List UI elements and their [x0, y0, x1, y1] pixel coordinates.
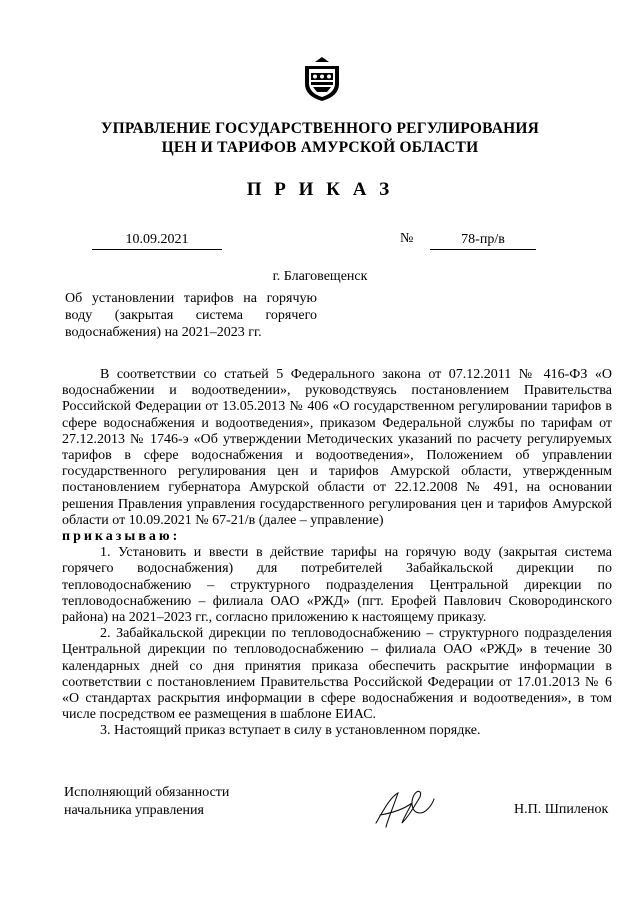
order-item-1: 1. Установить и ввести в действие тарифы на горячую воду (закрытая система горячего водоснабжения) для потребителей Забайкальской дирекции по тепловодоснабжению – структурного подразделения Центральной дирекции по тепловодоснабжению – филиала ОАО «РЖД» (пгт. Ерофей Павлович Сковородинского района) на 2021–2023 гг., согласно приложению к настоящему приказу. [62, 545, 612, 626]
order-item-3: 3. Настоящий приказ вступает в силу в установленном порядке. [100, 723, 481, 739]
coat-of-arms-emblem [301, 56, 343, 102]
signatory-position-line1: Исполняющий обязанности [64, 785, 230, 800]
preamble-paragraph: В соответствии со статьей 5 Федерального закона от 07.12.2011 № 416-ФЗ «О водоснабжении и водоотведении», руководствуясь постановлением Правительства Российской Федерации от 13.05.2013 № 406 «О государственном регулировании тарифов в сфере водоснабжения и водоотведения», приказом Федеральной службы по тарифам от 27.12.2013 № 1746-э «Об утверждении Методических указаний по расчету регулируемых тарифов в сфере водоснабжения и водоотведения», Положением об управлении государственного регулирования цен и тарифов Амурской области, утвержденным постановлением губернатора Амурской области от 22.12.2008 № 491, на основании решения Правления управления государственного регулирования цен и тарифов Амурской области от 10.09.2021 № 67-21/в (далее – управление) [62, 367, 612, 528]
document-type-title: П Р И К А З [246, 179, 394, 200]
order-subject: Об установлении тарифов на горячую воду (закрытая система горячего водоснабжения) на 2021–2023 гг. [65, 291, 317, 340]
orders-word: приказываю: [62, 529, 181, 545]
order-body [62, 367, 612, 740]
orders-heading [62, 529, 612, 545]
agency-name-line2: ЦЕН И ТАРИФОВ АМУРСКОЙ ОБЛАСТИ [161, 139, 479, 156]
signatory-position [64, 784, 229, 820]
signatory-name: Н.П. Шпиленок [514, 802, 609, 817]
order-item-2: 2. Забайкальской дирекции по тепловодоснабжению – структурного подразделения Центральной дирекции по тепловодоснабжению – филиала ОАО «РЖД» в течение 30 календарных дней со дня принятия приказа обеспечить раскрытие информации в соответствии с постановлением Правительства Российской Федерации от 17.01.2013 № 6 «О стандартах раскрытия информации в сфере водоснабжения и водоотведения», в том числе посредством ее размещения в шаблоне ЕИАС. [62, 626, 612, 723]
city-name: г. Благовещенск [272, 269, 368, 284]
number-sign: № [400, 231, 414, 246]
signatory-position-line2: начальника управления [64, 803, 204, 818]
agency-name-line1: УПРАВЛЕНИЕ ГОСУДАРСТВЕННОГО РЕГУЛИРОВАНИЯ [101, 120, 539, 137]
order-date: 10.09.2021 [92, 232, 222, 250]
order-number: 78-пр/в [430, 232, 536, 250]
handwritten-signature [368, 783, 440, 833]
